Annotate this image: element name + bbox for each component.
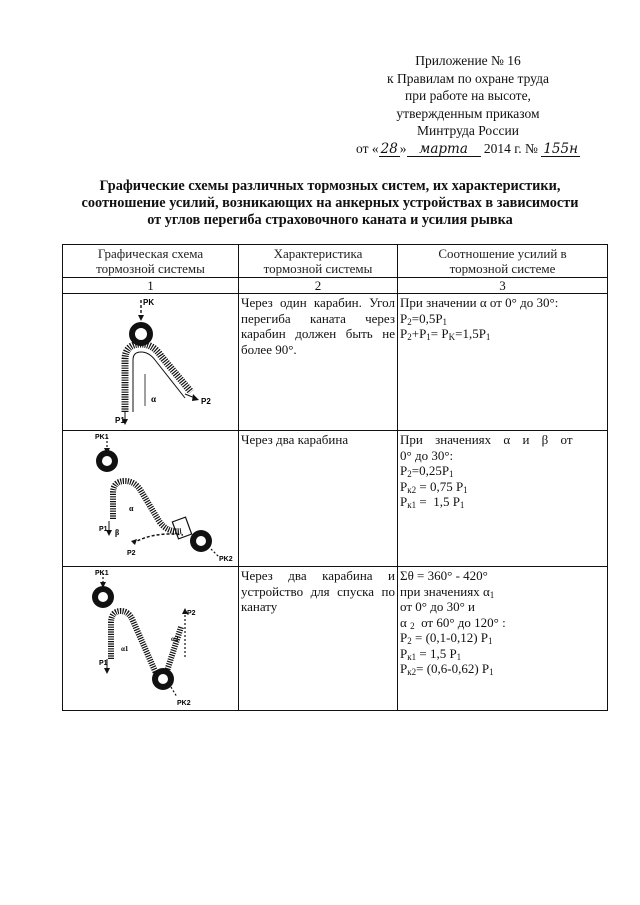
ratio-line: При значении α от 0° до 30°: (400, 295, 559, 310)
characteristic-cell (239, 567, 398, 711)
appendix-number: Приложение № 16 (415, 53, 521, 68)
label-p1: P1 (115, 416, 125, 425)
label-p1: P1 (99, 526, 108, 533)
label-alpha: α (151, 394, 157, 404)
characteristic-text: Через два карабина и устройство для спуска по канату (241, 568, 395, 614)
label-pk2: PK2 (219, 556, 233, 563)
label-beta: β (115, 528, 120, 537)
title-line-2: соотношение усилий, возникающих на анкерных устройствах в зависимости (81, 195, 579, 211)
column-number-row (63, 278, 608, 294)
ratio-line: $P_{к1} = 1,5$ $P_1$ (400, 645, 462, 662)
label-p2: P2 (187, 610, 196, 617)
two-carabiners-descender-diagram (63, 567, 237, 708)
two-carabiners-diagram (63, 431, 237, 564)
ratio-line: при значениях $\alpha_1$ (400, 583, 495, 600)
appendix-date-line (348, 140, 588, 158)
table-row (63, 567, 608, 711)
ratio-line: Σθ = 360° - 420° (400, 568, 488, 583)
characteristic-cell (239, 294, 398, 431)
label-alpha2: α2 (171, 635, 179, 643)
header-cell-characteristic: Характеристика тормозной системы (239, 245, 398, 278)
ratio-line: При значениях α и β от (400, 432, 573, 447)
appendix-header (348, 52, 588, 157)
date-year: 2014 г. № (483, 140, 538, 156)
header-cell-scheme: Графическая схема тормозной системы (63, 245, 239, 278)
label-pk: PK (143, 298, 155, 307)
ratio-line: $P_2+P_1= P_K=1,5P_1$ (400, 326, 491, 342)
date-mid: » (399, 140, 407, 156)
appendix-work: при работе на высоте, (405, 88, 531, 103)
ratio-line: $P_{к1} = 1,5$ $P_1$ (400, 494, 465, 510)
one-carabiner-diagram (63, 294, 237, 428)
column-number: 2 (239, 278, 398, 294)
characteristic-cell (239, 431, 398, 567)
label-p2: P2 (201, 397, 211, 406)
header-cell-ratio: Соотношение усилий в тормозной системе (398, 245, 608, 278)
label-pk2: PK2 (177, 700, 191, 707)
characteristic-text: Через один карабин. Угол перегиба каната через карабин должен быть не более 90°. (241, 295, 395, 357)
appendix-ministry: Минтруда России (417, 123, 519, 138)
diagram-cell (63, 294, 239, 431)
ratio-cell (398, 294, 608, 431)
ratio-line: $P_{к2} = 0,75$ $P_1$ (400, 478, 468, 495)
table-row (63, 431, 608, 567)
appendix-rules: к Правилам по охране труда (387, 70, 549, 86)
ratio-cell (398, 431, 608, 567)
characteristic-text: Через два карабина (241, 432, 349, 447)
ratio-line: от 0° до 30° и (400, 599, 475, 614)
ratio-line: $P_2=0,5P_1$ (400, 310, 448, 327)
braking-systems-table (62, 244, 608, 711)
table-row (63, 294, 608, 431)
ratio-line: $P_{к2}= (0,6-0,62)$ $P_1$ (400, 661, 494, 677)
date-day-handwritten: 28 (380, 140, 398, 157)
column-number: 1 (63, 278, 239, 294)
label-alpha1: α1 (121, 645, 129, 653)
label-p1: P1 (99, 660, 108, 667)
date-prefix: от « (356, 140, 379, 156)
diagram-cell (63, 431, 239, 567)
ratio-line: $P_2 = (0,1-0,12)$ $P_1$ (400, 630, 493, 646)
appendix-approved: утвержденным приказом (396, 105, 540, 121)
label-pk1: PK1 (95, 434, 109, 441)
column-number: 3 (398, 278, 608, 294)
diagram-cell (63, 567, 239, 711)
title-line-3: от углов перегиба страховочного каната и усилия рывка (147, 212, 513, 228)
ratio-line: α $_2$ от 60° до 120° : (400, 614, 506, 631)
document-title (50, 178, 610, 229)
ratio-line: $P_2=0,25P_1$ (400, 463, 454, 479)
title-line-1: Графические схемы различных тормозных систем, их характеристики, (99, 178, 561, 194)
label-p2: P2 (127, 550, 136, 557)
label-alpha: α (129, 504, 134, 513)
date-month-handwritten: марта (407, 142, 481, 157)
label-pk1: PK1 (95, 570, 109, 577)
ratio-cell (398, 567, 608, 711)
ratio-line: 0° до 30°: (400, 447, 454, 463)
order-number-handwritten: 155н (543, 140, 578, 157)
table-header-row (63, 245, 608, 278)
